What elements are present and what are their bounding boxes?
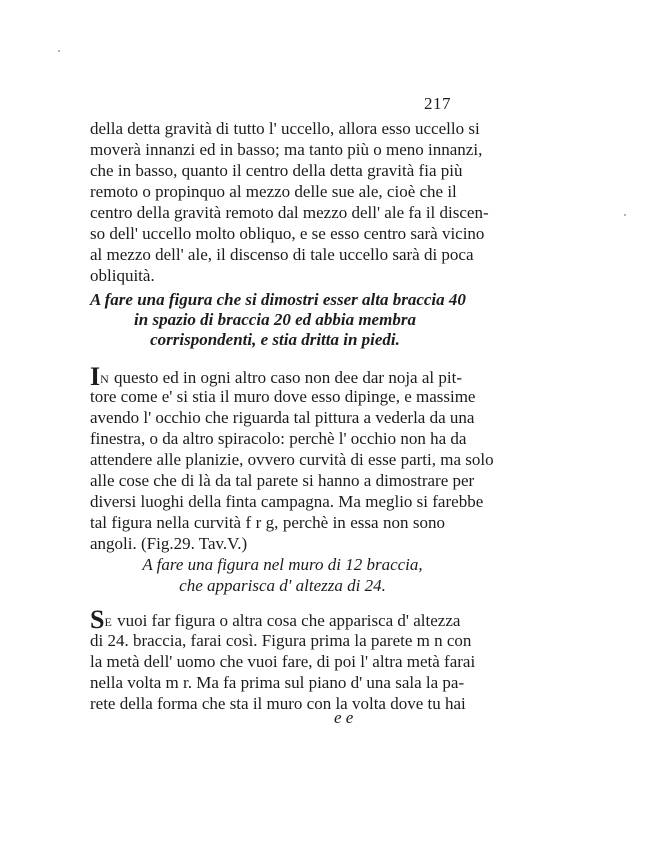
text-line: obliquità. [90, 266, 155, 285]
paper-speck [624, 214, 626, 216]
text-line: tal figura nella curvità f r g, perchè in essa non sono [90, 513, 445, 532]
text-line: finestra, o da altro spiracolo: perchè l' occhio non ha da [90, 429, 467, 448]
text-line: centro della gravità remoto dal mezzo dell' ale fa il discen- [90, 203, 489, 222]
text-line: remoto o propinquo al mezzo delle sue ale, cioè che il [90, 182, 457, 201]
text-line: di 24. braccia, farai così. Figura prima la parete m n con [90, 631, 472, 650]
text-line: tore come e' si stia il muro dove esso dipinge, e massime [90, 387, 476, 406]
text-line: avendo l' occhio che riguarda tal pittura a vederla da una [90, 408, 475, 427]
heading-line: in spazio di braccia 20 ed abbia membra [134, 310, 416, 329]
text-line: diversi luoghi della finta campagna. Ma meglio si farebbe [90, 492, 484, 511]
text-line: della detta gravità di tutto l' uccello, allora esso uccello si [90, 119, 480, 138]
text-line: alle cose che di là da tal parete si hanno a dimostrare per [90, 471, 475, 490]
text-line-first: IN questo ed in ogni altro caso non dee dar noja al pit- [90, 362, 462, 391]
text-line: so dell' uccello molto obliquo, e se esso centro sarà vicino [90, 224, 485, 243]
text-line: nella volta m r. Ma fa prima sul piano d' una sala la pa- [90, 673, 465, 692]
text-line: che in basso, quanto il centro della detta gravità fia più [90, 161, 463, 180]
heading-line: A fare una figura nel muro di 12 braccia, [142, 555, 423, 574]
heading-line: che apparisca d' altezza di 24. [179, 576, 386, 595]
heading-line: A fare una figura che si dimostri esser alta braccia 40 [90, 290, 466, 309]
text-line: la metà dell' uomo che vuoi fare, di poi l' altra metà farai [90, 652, 476, 671]
text-line: moverà innanzi ed in basso; ma tanto più o meno innanzi, [90, 140, 483, 159]
text-line: al mezzo dell' ale, il discenso di tale uccello sarà di poca [90, 245, 474, 264]
text-line: attendere alle planizie, ovvero curvità di esse parti, ma solo [90, 450, 494, 469]
catchword: e e [334, 708, 354, 727]
drop-cap: I [90, 362, 101, 391]
paper-speck [58, 50, 60, 52]
heading-line: corrispondenti, e stia dritta in piedi. [150, 330, 400, 349]
text-line: angoli. (Fig.29. Tav.V.) [90, 534, 248, 553]
text-line: rete della forma che sta il muro con la volta dove tu hai [90, 694, 466, 713]
small-caps: N [100, 372, 110, 386]
small-caps: E [104, 615, 113, 629]
page-number: 217 [424, 94, 451, 113]
drop-cap: S [90, 605, 105, 634]
text-line-first: SE vuoi far figura o altra cosa che apparisca d' altezza [90, 605, 461, 634]
